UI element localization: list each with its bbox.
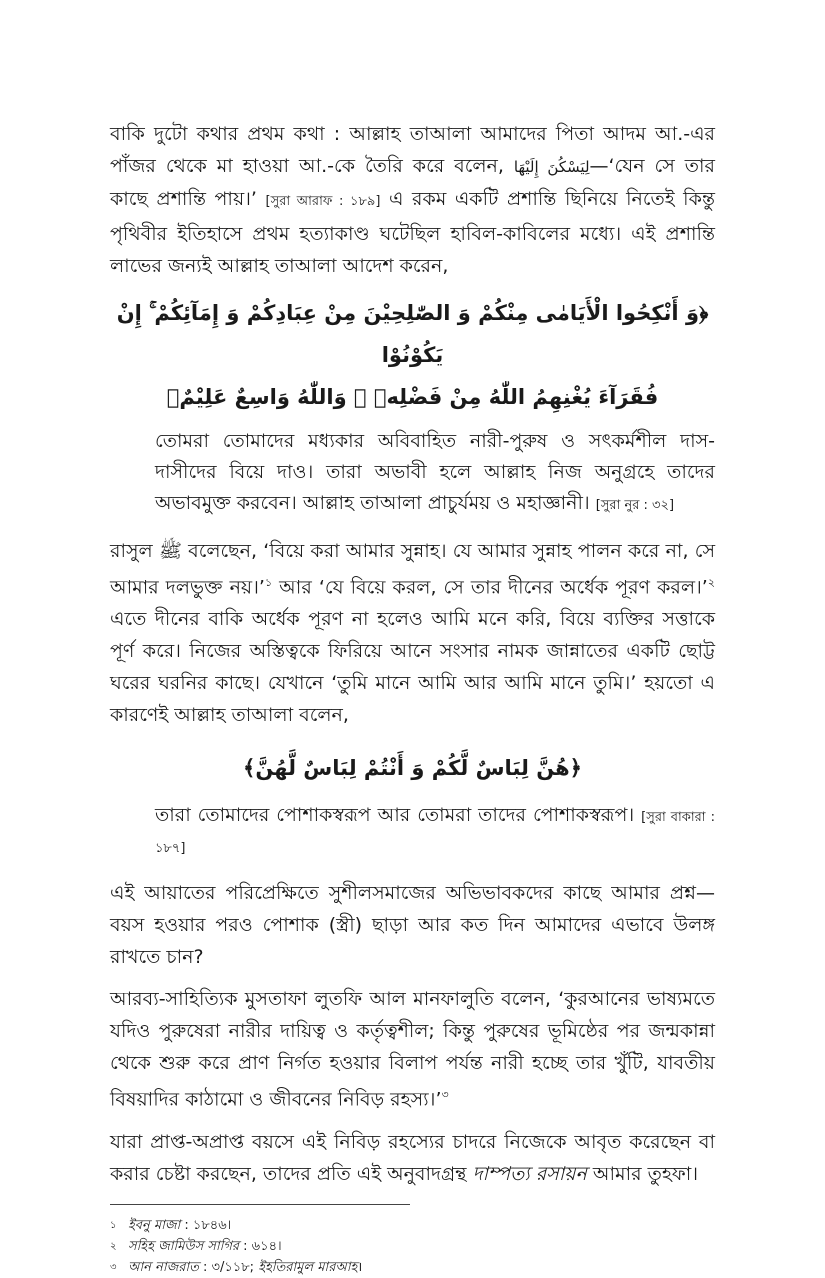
verse-line: ﴿هُنَّ لِبَاسٌ لَّكُمْ وَ أَنْتُمْ لِبَاسٌ لَّهُنَّ﴾ [243,756,582,781]
paragraph-4: আরব্য-সাহিত্যিক মুসতাফা লুতফি আল মানফালুতি বলেন, ‘কুরআনের ভাষ্যমতে যদিও পুরুষেরা নারীর দায়িত্ব ও কর্তৃত্বশীল; কিন্তু পুরুষের ভূমিষ্ঠের পর জন্মকান্না থেকে শুরু করে প্রাণ নির্গত হওয়ার বিলাপ পর্যন্ত নারী হচ্ছে তার খুঁটি, যাবতীয় বিষয়াদির কাঠামো ও জীবনের নিবিড় রহস্য।’$^৩$ [110,988,715,1111]
surah-reference: [সুরা আরাফ : ১৮৯] [265,194,381,209]
paragraph-1: বাকি দুটো কথার প্রথম কথা : আল্লাহ তাআলা আমাদের পিতা আদম আ.-এর পাঁজর থেকে মা হাওয়া আ.-কে তৈরি করে বলেন, لِيَسْكُنَ إِلَيْهَا—‘যেন সে তার কাছে প্রশান্তি পায়।’ [সুরা আরাফ : ১৮৯] এ রকম একটি প্রশান্তি ছিনিয়ে নিতেই কিন্তু পৃথিবীর ইতিহাসে প্রথম হত্যাকাণ্ড ঘটেছিল হাবিল-কাবিলের মধ্যে। এই প্রশান্তি লাভের জন্যই আল্লাহ তাআলা আদেশ করেন, [110,123,716,277]
quran-verse-1 [110,292,715,418]
page-body [110,118,715,1278]
footnote-3: ৩ আন নাজরাত : ৩/১১৮; ইহতিরামুল মারআহ। [110,1259,363,1275]
footnote-divider [110,1204,410,1205]
footnotes [110,1215,715,1278]
verse-1-translation: তোমরা তোমাদের মধ্যকার অবিবাহিত নারী-পুরুষ ও সৎকর্মশীল দাস-দাসীদের বিয়ে দাও। তারা অভাবী হলে আল্লাহ নিজ অনুগ্রহে তাদের অভাবমুক্ত করবেন। আল্লাহ তাআলা প্রাচুর্যময় ও মহাজ্ঞানী। [সুরা নুর : ৩২] [155,430,715,514]
footnote-marker: ২ [707,576,716,589]
paragraph-5: যারা প্রাপ্ত-অপ্রাপ্ত বয়সে এই নিবিড় রহস্যের চাদরে নিজেকে আবৃত করেছেন বা করার চেষ্টা করছেন, তাদের প্রতি এই অনুবাদগ্রন্থ দাম্পত্য রসায়ন আমার তুহফা। [110,1130,715,1185]
surah-reference: [সুরা বাকারা : ১৮৭] [155,810,716,857]
verse-2-translation: তারা তোমাদের পোশাকস্বরূপ আর তোমরা তাদের পোশাকস্বরূপ। [সুরা বাকারা : ১৮৭] [155,804,716,857]
footnote-marker: ১ [264,576,273,589]
footnote-2: ২ সহিহ জামিউস সাগির : ৬১৪। [110,1238,282,1254]
footnote-marker: ৩ [441,1088,449,1102]
inline-arabic: لِيَسْكُنَ إِلَيْهَا [513,158,590,176]
paragraph-3: এই আয়াতের পরিপ্রেক্ষিতে সুশীলসমাজের অভিভাবকদের কাছে আমার প্রশ্ন—বয়স হওয়ার পরও পোশাক (স্ত্রী) ছাড়া আর কত দিন আমাদের এভাবে উলঙ্গ রাখতে চান? [110,882,715,969]
paragraph-2: রাসুল ﷺ বলেছেন, ‘বিয়ে করা আমার সুন্নাহ। যে আমার সুন্নাহ পালন করে না, সে আমার দলভুক্ত নয়।’$^১$ আর ‘যে বিয়ে করল, সে তার দীনের অর্ধেক পূরণ করল।’$^২$ এতে দীনের বাকি অর্ধেক পূরণ না হলেও আমি মনে করি, বিয়ে ব্যক্তির সত্তাকে পূর্ণ করে। নিজের অস্তিত্বকে ফিরিয়ে আনে সংসার নামক জান্নাতের একটি ছোট্ট ঘরের ঘরনির কাছে। যেখানে ‘তুমি মানে আমি আর আমি মানে তুমি।’ হয়তো এ কারণেই আল্লাহ তাআলা বলেন, [110,540,716,727]
footnote-1: ১ ইবনু মাজা : ১৮৪৬। [110,1217,232,1233]
book-title: দাম্পত্য রসায়ন [472,1162,587,1185]
verse-line: ﴿وَ أَنْكِحُوا الْأَيَامٰى مِنْكُمْ وَ الصّٰلِحِيْنَ مِنْ عِبَادِكُمْ وَ إِمَآئِكُمْ ۚ إِنْ يَكُوْنُوْا [116,301,709,367]
surah-reference: [সুরা নুর : ৩২] [595,498,675,513]
verse-line: فُقَرَآءَ يُغْنِهِمُ اللّٰهُ مِنْ فَضْلِهٖ ۗ وَاللّٰهُ وَاسِعٌ عَلِيْمٌ﴾ [166,385,659,409]
quran-verse-2 [110,747,715,789]
